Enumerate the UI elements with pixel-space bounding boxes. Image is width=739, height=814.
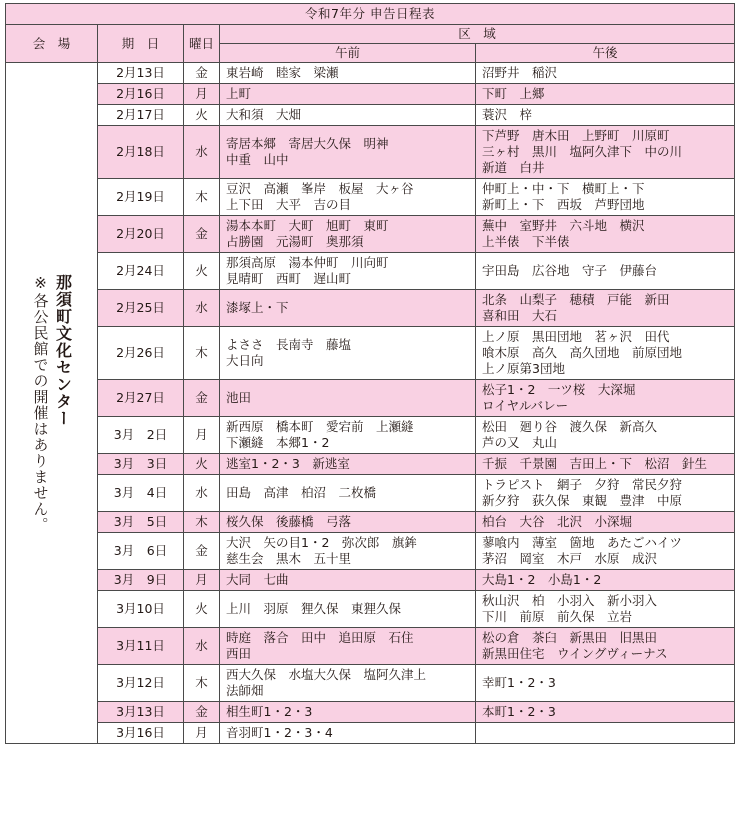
table-row [6,665,735,702]
date-cell: 3月 9日 [98,570,184,591]
area-line: 宇田島 広谷地 守子 伊藤台 [482,263,658,278]
area-line: 下瀬縫 本郷1・2 [226,435,330,450]
am-area-cell [220,475,476,512]
weekday-cell: 水 [184,126,220,179]
area-line: 田島 高津 柏沼 二枚橋 [226,485,377,500]
area-line: よささ 長南寺 藤塩 [226,337,352,352]
am-area-cell [220,723,476,744]
area-line: 大島1・2 小島1・2 [482,572,602,587]
table-title: 令和7年分 申告日程表 [6,4,735,25]
area-line: 大同 七曲 [226,572,289,587]
schedule-table [5,3,735,744]
date-cell: 2月17日 [98,105,184,126]
header-area: 区 域 [220,25,735,44]
table-row [6,253,735,290]
pm-area-cell [476,454,735,475]
area-line: 相生町1・2・3 [226,704,313,719]
area-line: 茅沼 岡室 木戸 水原 成沢 [482,551,658,566]
pm-area-cell [476,417,735,454]
weekday-cell: 木 [184,665,220,702]
table-row [6,179,735,216]
area-line: ロイヤルバレー [482,398,569,413]
area-line: 新夕狩 荻久保 東観 豊津 中原 [482,493,683,508]
area-line: 法師畑 [226,683,264,698]
area-line: 西大久保 水塩大久保 塩阿久津上 [226,667,427,682]
area-line: 大和須 大畑 [226,107,302,122]
am-area-cell [220,591,476,628]
pm-area-cell [476,533,735,570]
area-line: 千振 千景園 吉田上・下 松沼 針生 [482,456,708,471]
am-area-cell [220,533,476,570]
weekday-cell: 火 [184,454,220,475]
area-line: 見晴町 西町 遅山町 [226,271,352,286]
area-line: 音羽町1・2・3・4 [226,725,333,740]
date-cell: 3月 3日 [98,454,184,475]
area-line: 下町 上郷 [482,86,545,101]
pm-area-cell [476,512,735,533]
area-line: 松の倉 茶臼 新黒田 旧黒田 [482,630,658,645]
pm-area-cell [476,327,735,380]
date-cell: 3月10日 [98,591,184,628]
area-line: 新道 白井 [482,160,545,175]
area-line: 上ノ原 黒田団地 茗ヶ沢 田代 [482,329,670,344]
date-cell: 3月 4日 [98,475,184,512]
area-line: 中重 山中 [226,152,289,167]
area-line: 喰木原 高久 高久団地 前原団地 [482,345,683,360]
date-cell: 2月26日 [98,327,184,380]
date-cell: 2月19日 [98,179,184,216]
date-cell: 2月25日 [98,290,184,327]
table-row [6,126,735,179]
venue-cell [6,63,98,744]
am-area-cell [220,179,476,216]
pm-area-cell [476,475,735,512]
table-row [6,417,735,454]
am-area-cell [220,216,476,253]
date-cell: 2月27日 [98,380,184,417]
date-cell: 3月13日 [98,702,184,723]
table-row [6,702,735,723]
area-line: 占勝園 元湯町 奥那須 [226,234,364,249]
area-line: 仲町上・中・下 横町上・下 [482,181,645,196]
am-area-cell [220,454,476,475]
am-area-cell [220,665,476,702]
weekday-cell: 木 [184,327,220,380]
schedule-body [6,63,735,744]
pm-area-cell [476,63,735,84]
table-row [6,290,735,327]
area-line: 下川 前原 前久保 立岩 [482,609,633,624]
weekday-cell: 火 [184,105,220,126]
area-line: 湯本本町 大町 旭町 東町 [226,218,389,233]
area-line: 新西原 橋本町 愛宕前 上瀬縫 [226,419,414,434]
area-line: 新町上・下 西坂 芦野団地 [482,197,645,212]
weekday-cell: 金 [184,380,220,417]
area-line: 芦の又 丸山 [482,435,558,450]
pm-area-cell [476,570,735,591]
area-line: 秋山沢 柏 小羽入 新小羽入 [482,593,658,608]
area-line: 下芦野 唐木田 上野町 川原町 [482,128,670,143]
area-line: 沼野井 稲沢 [482,65,558,80]
weekday-cell: 木 [184,512,220,533]
am-area-cell [220,417,476,454]
weekday-cell: 月 [184,723,220,744]
weekday-cell: 金 [184,533,220,570]
header-weekday: 曜日 [184,25,220,63]
schedule-document [5,3,734,744]
area-line: 池田 [226,390,252,405]
area-line: 上下田 大平 吉の目 [226,197,352,212]
area-line: 桜久保 後藤橋 弓落 [226,514,352,529]
date-cell: 2月13日 [98,63,184,84]
pm-area-cell [476,723,735,744]
area-line: 本町1・2・3 [482,704,556,719]
area-line: 上川 羽原 狸久保 東狸久保 [226,601,402,616]
venue-name: 那須町文化センター [53,273,73,427]
table-row [6,533,735,570]
am-area-cell [220,702,476,723]
area-line: 上ノ原第3団地 [482,361,565,376]
weekday-cell: 水 [184,475,220,512]
area-line: 漆塚上・下 [226,300,289,315]
weekday-cell: 木 [184,179,220,216]
area-line: 蓼喰内 薄室 箇地 あたごハイツ [482,535,683,550]
area-line: 西田 [226,646,252,661]
table-row [6,216,735,253]
date-cell: 3月 5日 [98,512,184,533]
area-line: 蕪中 室野井 六斗地 横沢 [482,218,645,233]
weekday-cell: 金 [184,216,220,253]
area-line: 上半俵 下半俵 [482,234,570,249]
pm-area-cell [476,290,735,327]
pm-area-cell [476,179,735,216]
weekday-cell: 水 [184,290,220,327]
table-row [6,570,735,591]
am-area-cell [220,105,476,126]
area-line: 逃室1・2・3 新逃室 [226,456,350,471]
weekday-cell: 月 [184,570,220,591]
am-area-cell [220,512,476,533]
area-line: 那須高原 湯本仲町 川向町 [226,255,389,270]
table-row [6,591,735,628]
date-cell: 3月16日 [98,723,184,744]
area-line: 松子1・2 一ツ桜 大深堀 [482,382,636,397]
pm-area-cell [476,105,735,126]
am-area-cell [220,327,476,380]
area-line: 蓑沢 梓 [482,107,533,122]
pm-area-cell [476,591,735,628]
area-line: 北条 山梨子 穂積 戸能 新田 [482,292,670,307]
area-line: 柏台 大谷 北沢 小深堀 [482,514,633,529]
table-row [6,63,735,84]
pm-area-cell [476,253,735,290]
pm-area-cell [476,628,735,665]
area-line: 松田 廻り谷 渡久保 新高久 [482,419,658,434]
area-line: 豆沢 高瀬 峯岸 板屋 大ヶ谷 [226,181,414,196]
date-cell: 3月11日 [98,628,184,665]
am-area-cell [220,290,476,327]
header-pm: 午後 [476,44,735,63]
area-line: 慈生会 黒木 五十里 [226,551,352,566]
date-cell: 3月12日 [98,665,184,702]
weekday-cell: 金 [184,63,220,84]
am-area-cell [220,570,476,591]
date-cell: 2月24日 [98,253,184,290]
weekday-cell: 月 [184,417,220,454]
am-area-cell [220,253,476,290]
date-cell: 2月16日 [98,84,184,105]
table-row [6,84,735,105]
table-row [6,327,735,380]
weekday-cell: 金 [184,702,220,723]
weekday-cell: 火 [184,253,220,290]
pm-area-cell [476,84,735,105]
weekday-cell: 水 [184,628,220,665]
table-row [6,512,735,533]
area-line: 寄居本郷 寄居大久保 明神 [226,136,389,151]
am-area-cell [220,380,476,417]
weekday-cell: 月 [184,84,220,105]
am-area-cell [220,628,476,665]
pm-area-cell [476,665,735,702]
area-line: 新黒田住宅 ウイングヴィーナス [482,646,668,661]
header-date: 期 日 [98,25,184,63]
header-row [6,25,735,44]
area-line: 喜和田 大石 [482,308,558,323]
pm-area-cell [476,126,735,179]
am-area-cell [220,84,476,105]
date-cell: 2月18日 [98,126,184,179]
area-line: 大日向 [226,353,264,368]
am-area-cell [220,126,476,179]
pm-area-cell [476,380,735,417]
header-am: 午前 [220,44,476,63]
venue-note: ※各公民館での開催はありません。 [31,273,50,533]
table-row [6,723,735,744]
area-line: 東岩崎 睦家 梁瀬 [226,65,339,80]
date-cell: 2月20日 [98,216,184,253]
table-row [6,454,735,475]
table-row [6,475,735,512]
header-venue: 会 場 [6,25,98,63]
pm-area-cell [476,216,735,253]
table-row [6,105,735,126]
area-line: 三ヶ村 黒川 塩阿久津下 中の川 [482,144,683,159]
date-cell: 3月 6日 [98,533,184,570]
area-line: 大沢 矢の目1・2 弥次郎 旗鉾 [226,535,417,550]
date-cell: 3月 2日 [98,417,184,454]
area-line: トラピスト 網子 夕狩 常民夕狩 [482,477,683,492]
area-line: 時庭 落合 田中 追田原 石住 [226,630,414,645]
title-row [6,4,735,25]
table-row [6,628,735,665]
pm-area-cell [476,702,735,723]
am-area-cell [220,63,476,84]
area-line: 幸町1・2・3 [482,675,556,690]
area-line: 上町 [226,86,252,101]
table-row [6,380,735,417]
weekday-cell: 火 [184,591,220,628]
